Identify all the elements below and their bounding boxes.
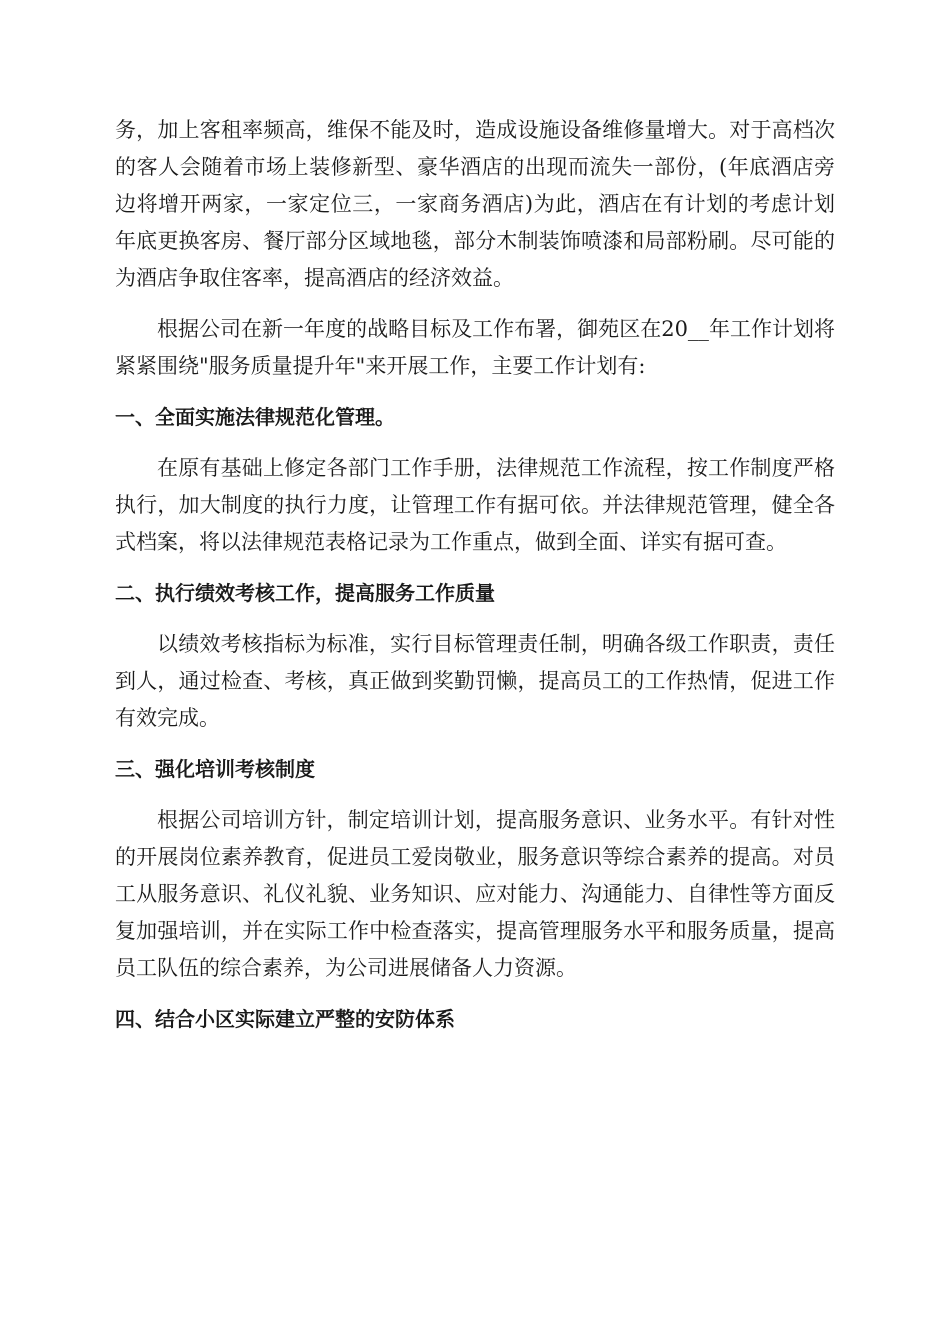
section-heading: 一、全面实施法律规范化管理。 — [115, 405, 395, 429]
body-paragraph: 根据公司在新一年度的战略目标及工作布署，御苑区在20__年工作计划将紧紧围绕"服务质量提升年"来开展工作，主要工作计划有: — [115, 317, 835, 378]
body-paragraph: 以绩效考核指标为标准，实行目标管理责任制，明确各级工作职责，责任到人，通过检查、考核，真正做到奖勤罚懒，提高员工的工作热情，促进工作有效完成。 — [115, 632, 835, 730]
section-heading: 二、执行绩效考核工作，提高服务工作质量 — [115, 581, 495, 605]
document-page — [115, 112, 835, 1052]
body-paragraph: 根据公司培训方针，制定培训计划，提高服务意识、业务水平。有针对性的开展岗位素养教育，促进员工爱岗敬业，服务意识等综合素养的提高。对员工从服务意识、礼仪礼貌、业务知识、应对能力、沟通能力、自律性等方面反复加强培训，并在实际工作中检查落实，提高管理服务水平和服务质量，提高员工队伍的综合素养，为公司进展储备人力资源。 — [115, 808, 835, 980]
section-heading: 三、强化培训考核制度 — [115, 757, 315, 781]
section-heading: 四、结合小区实际建立严整的安防体系 — [115, 1007, 455, 1031]
body-paragraph: 在原有基础上修定各部门工作手册，法律规范工作流程，按工作制度严格执行，加大制度的执行力度，让管理工作有据可依。并法律规范管理，健全各式档案，将以法律规范表格记录为工作重点，做到全面、详实有据可查。 — [115, 456, 835, 554]
body-paragraph: 务，加上客租率频高，维保不能及时，造成设施设备维修量增大。对于高档次的客人会随着市场上装修新型、豪华酒店的出现而流失一部份，(年底酒店旁边将增开两家，一家定位三，一家商务酒店)为此，酒店在有计划的考虑计划年底更换客房、餐厅部分区域地毯，部分木制装饰喷漆和局部粉刷。尽可能的为酒店争取住客率，提高酒店的经济效益。 — [115, 118, 835, 290]
